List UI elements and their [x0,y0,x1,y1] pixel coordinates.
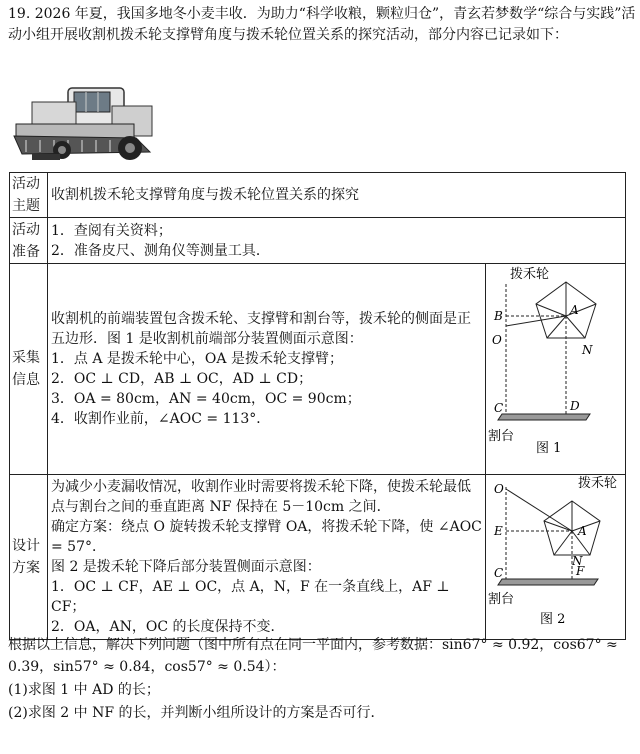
fig1-wheel-label: 拨禾轮 [510,267,550,282]
point-o: O [492,333,502,347]
point-a-2: A [578,524,587,538]
question-1: (1)求图 1 中 AD 的长； [8,682,160,698]
point-n-2: N [572,554,583,568]
arm-oa [506,316,566,326]
label-collect: 采集信息 [10,264,48,475]
question-2: (2)求图 2 中 NF 的长，并判断小组所设计的方案是否可行． [8,705,385,721]
problem-text: 2026 年夏，我国多地冬小麦丰收．为助力“科学收粮，颗粒归仓”，青玄若梦数学“综合与实践”活动小组开展收割机拨禾轮支撑臂角度与拨禾轮位置关系的探究活动，部分内容已记录如下： [8,6,636,43]
collect-line: 4．收割作业前，∠AOC = 113°． [51,411,271,427]
point-f: F [576,564,585,578]
design-line: 图 2 是拨禾轮下降后部分装置侧面示意图： [51,559,321,575]
design-line: 1．OC ⊥ CF，AE ⊥ OC，点 A，N，F 在一条直线上，AF ⊥ CF； [51,579,450,615]
problem-intro [8,4,640,46]
point-b: B [494,309,503,323]
figure2-cell [486,475,626,640]
design-line: 确定方案：绕点 O 旋转拨禾轮支撑臂 OA，将拨禾轮下降，使 ∠AOC = 57°． [51,519,482,555]
collect-content [48,264,486,475]
collect-line: 2．OC ⊥ CD，AB ⊥ OC，AD ⊥ CD； [51,371,313,387]
point-e: E [494,524,503,538]
fig2-wheel-label: 拨禾轮 [578,476,618,491]
figure2 [486,475,624,635]
question-lead: 根据以上信息，解决下列问题（图中所有点在同一平面内，参考数据：sin67° ≈ 0.92，cos67° ≈ 0.39，sin57° ≈ 0.84，cos57° ≈ 0.54）： [8,637,618,675]
collect-line: 3．OA = 80cm，AN = 40cm，OC = 90cm； [51,391,361,407]
questions [8,634,638,724]
prep-content [48,218,626,264]
design-line: 2．OA，AN，OC 的长度保持不变． [51,619,285,635]
fig1-caption: 图 1 [536,441,562,456]
design-content [48,475,486,640]
point-o-2: O [494,482,504,496]
fig1-cutter-label: 割台 [488,429,515,444]
point-n: N [582,343,593,357]
harvester-image [12,76,160,166]
theme-content: 收割机拨禾轮支撑臂角度与拨禾轮位置关系的探究 [48,173,626,218]
cutter-platform [498,414,590,420]
collect-line: 收割机的前端装置包含拨禾轮、支撑臂和割台等，拨禾轮的侧面是正五边形．图 1 是收割机前端部分装置侧面示意图： [51,311,471,347]
prep-line: 2．准备皮尺、测角仪等测量工具． [51,242,270,259]
label-design: 设计方案 [10,475,48,640]
fig2-caption: 图 2 [540,612,566,627]
collect-line: 1．点 A 是拨禾轮中心，OA 是拨禾轮支撑臂； [51,351,343,367]
point-c: C [494,401,504,415]
figure1-cell [486,264,626,475]
point-d: D [570,399,580,413]
problem-number: 19. [8,6,31,22]
design-line: 为减少小麦漏收情况，收割作业时需要将拨禾轮下降，使拨禾轮最低点与割台之间的垂直距离 NF 保持在 5－10cm 之间． [51,479,471,515]
arm-oa-2 [506,489,572,531]
label-prep: 活动准备 [10,218,48,264]
prep-line: 1．查阅有关资料； [51,222,172,239]
fig2-cutter-label: 割台 [488,592,515,607]
point-a: A [570,303,579,317]
figure1 [486,264,624,470]
point-c-2: C [494,566,504,580]
label-theme: 活动主题 [10,173,48,218]
info-table [9,172,626,640]
cutter-platform-2 [498,579,598,585]
